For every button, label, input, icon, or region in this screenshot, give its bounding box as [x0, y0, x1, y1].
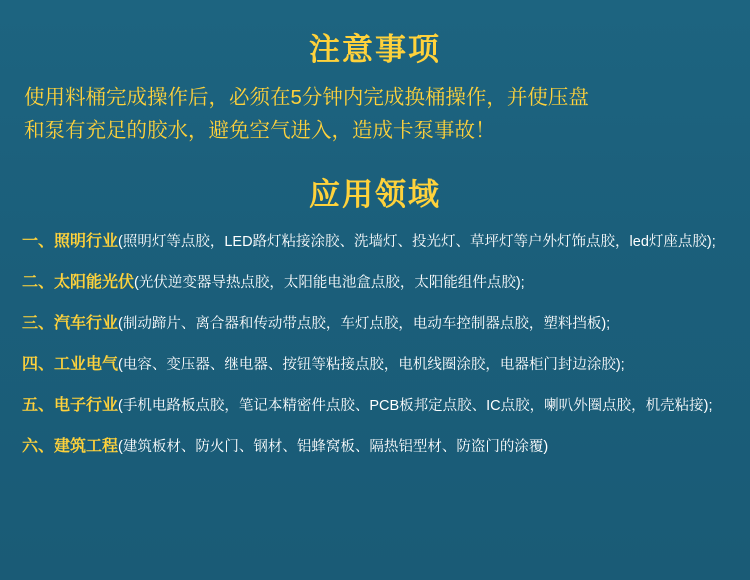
list-item-text: (照明灯等点胶，LED路灯粘接涂胶、洗墙灯、投光灯、草坪灯等户外灯饰点胶，led灯座点胶);: [118, 234, 716, 251]
list-item: [22, 434, 730, 460]
list-item-text: (制动蹄片、离合器和传动带点胶，车灯点胶，电动车控制器点胶，塑料挡板);: [118, 316, 611, 333]
list-item-lead: 五、电子行业: [22, 397, 119, 415]
list-item-text: (电容、变压器、继电器、按钮等粘接点胶，电机线圈涂胶，电器柜门封边涂胶);: [118, 357, 625, 374]
list-item-text: (建筑板材、防火门、钢材、铝蜂窝板、隔热铝型材、防盗门的涂覆): [118, 438, 549, 455]
applications-list: [14, 229, 736, 459]
notice-line: 使用料桶完成操作后，必须在5分钟内完成换桶操作，并使压盘: [24, 86, 589, 109]
applications-heading: 应用领域: [309, 177, 441, 213]
list-item-lead: 二、太阳能光伏: [22, 274, 135, 292]
list-item: [22, 393, 730, 419]
list-item: [22, 229, 730, 255]
list-item-lead: 三、汽车行业: [22, 315, 119, 333]
list-item-lead: 一、照明行业: [22, 233, 119, 251]
list-item-text: (手机电路板点胶，笔记本精密件点胶、PCB板邦定点胶、IC点胶，喇叭外圈点胶，机壳粘接);: [118, 398, 713, 415]
list-item: [22, 270, 730, 296]
list-item-lead: 四、工业电气: [22, 356, 119, 374]
list-item-lead: 六、建筑工程: [22, 437, 119, 455]
list-item: [22, 352, 730, 378]
notice-body: [14, 81, 736, 147]
notice-line: 和泵有充足的胶水，避免空气进入，造成卡泵事故！: [24, 119, 496, 143]
list-item-text: (光伏逆变器导热点胶，太阳能电池盒点胶，太阳能组件点胶);: [134, 275, 525, 292]
list-item: [22, 311, 730, 337]
notice-heading: 注意事项: [309, 32, 441, 67]
